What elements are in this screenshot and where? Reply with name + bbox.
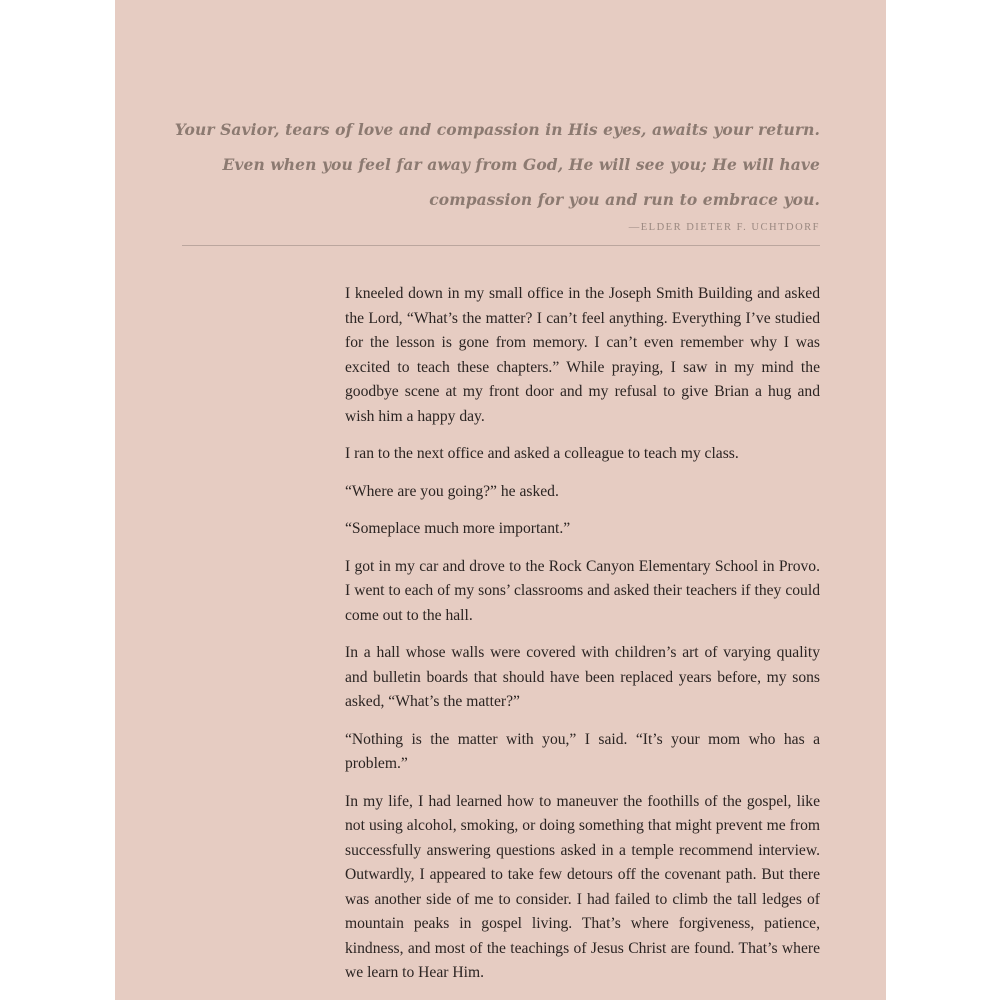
- quote-attribution: —ELDER DIETER F. UCHTDORF: [628, 222, 820, 233]
- pull-quote: [115, 112, 820, 217]
- paragraph: I ran to the next office and asked a colleague to teach my class.: [345, 445, 739, 462]
- body-text: [345, 282, 820, 999]
- paragraph: “Nothing is the matter with you,” I said. “It’s your mom who has a problem.”: [345, 730, 820, 772]
- quote-line: Your Savior, tears of love and compassion in His eyes, awaits your return.: [174, 120, 820, 139]
- paragraph: “Someplace much more important.”: [345, 520, 571, 537]
- paragraph: “Where are you going?” he asked.: [345, 482, 559, 500]
- paragraph: In a hall whose walls were covered with children’s art of varying quality and bulletin boards that should have been replaced years before, my sons asked, “What’s the matter?”: [345, 644, 820, 710]
- book-page: [115, 0, 886, 1000]
- divider-rule: [182, 245, 820, 246]
- paragraph: I kneeled down in my small office in the Joseph Smith Building and asked the Lord, “What’s the matter? I can’t feel anything. Everything I’ve studied for the lesson is gone from memory. I can’t even remember why I was excited to teach these chapters.” While praying, I saw in my mind the goodbye scene at my front door and my refusal to give Brian a hug and wish him a happy day.: [345, 285, 820, 425]
- quote-line: compassion for you and run to embrace you.: [429, 190, 820, 209]
- paragraph: I got in my car and drove to the Rock Canyon Elementary School in Provo. I went to each of my sons’ classrooms and asked their teachers if they could come out to the hall.: [345, 557, 820, 624]
- paragraph: In my life, I had learned how to maneuver the foothills of the gospel, like not using alcohol, smoking, or doing something that might prevent me from successfully answering questions asked in a temple recommend interview. Outwardly, I appeared to take few detours off the covenant path. But there was another side of me to consider. I had failed to climb the tall ledges of mountain peaks in gospel living. That’s where forgiveness, patience, kindness, and most of the teachings of Jesus Christ are found. That’s where we learn to Hear Him.: [345, 792, 820, 981]
- quote-line: Even when you feel far away from God, He will see you; He will have: [222, 155, 820, 174]
